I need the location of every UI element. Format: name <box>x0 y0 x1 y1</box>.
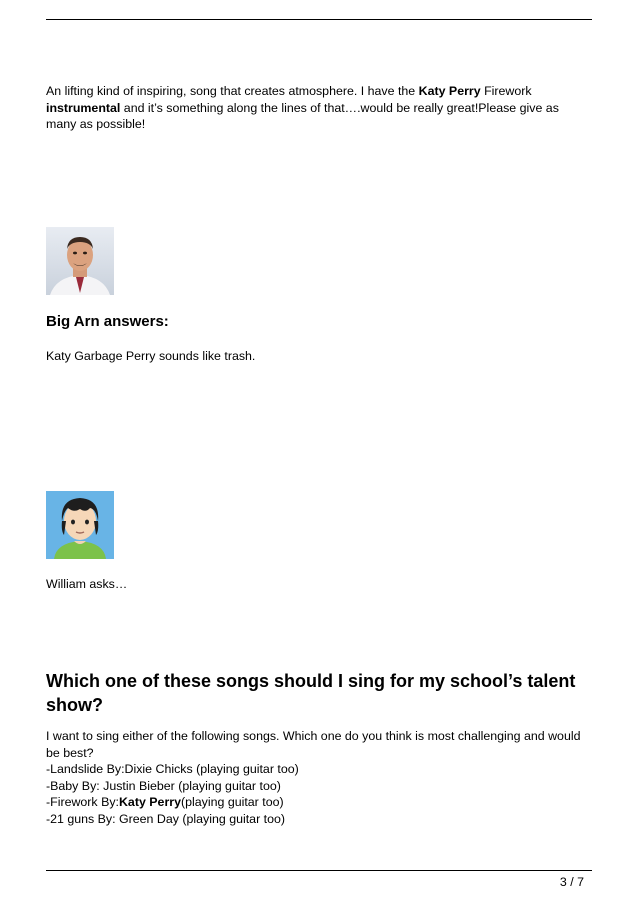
song-item-3-post: (playing guitar too) <box>180 795 284 809</box>
asker-avatar <box>46 491 114 559</box>
question-intro-text-1: An lifting kind of inspiring, song that creates atmosphere. I have the <box>46 84 419 98</box>
page-number: 3 / 7 <box>559 875 584 889</box>
song-item-3 <box>46 794 592 811</box>
song-item-3-bold: Katy Perry <box>118 795 181 809</box>
question-intro-bold-1: Katy Perry <box>418 84 481 98</box>
asker-avatar-icon <box>46 491 114 559</box>
song-item-1: -Landslide By:Dixie Chicks (playing guitar too) <box>46 762 299 776</box>
answerer-photo-icon <box>46 227 114 295</box>
answer-heading: Big Arn answers: <box>46 313 169 330</box>
answer-text: Katy Garbage Perry sounds like trash. <box>46 349 256 363</box>
asker-text: William asks… <box>46 577 128 591</box>
question-intro: I want to sing either of the following songs. Which one do you think is most challenging and would be best? <box>46 729 581 760</box>
song-item-2: -Baby By: Justin Bieber (playing guitar too) <box>46 778 281 793</box>
question-body <box>46 728 592 827</box>
question-intro-text-2: Firework <box>480 84 532 98</box>
question-intro-text-3: and it’s something along the lines of that….would be really great!Please give as many as possible! <box>46 100 559 131</box>
question-intro-bold-2: instrumental <box>46 100 121 115</box>
header-rule <box>46 19 592 20</box>
question-intro-paragraph <box>46 83 592 133</box>
footer-rule <box>46 870 592 871</box>
answerer-avatar <box>46 227 114 295</box>
song-item-3-pre: -Firework By: <box>46 795 119 809</box>
song-item-4: -21 guns By: Green Day (playing guitar too) <box>46 811 285 826</box>
question-title: Which one of these songs should I sing for my school’s talent show? <box>46 671 576 715</box>
